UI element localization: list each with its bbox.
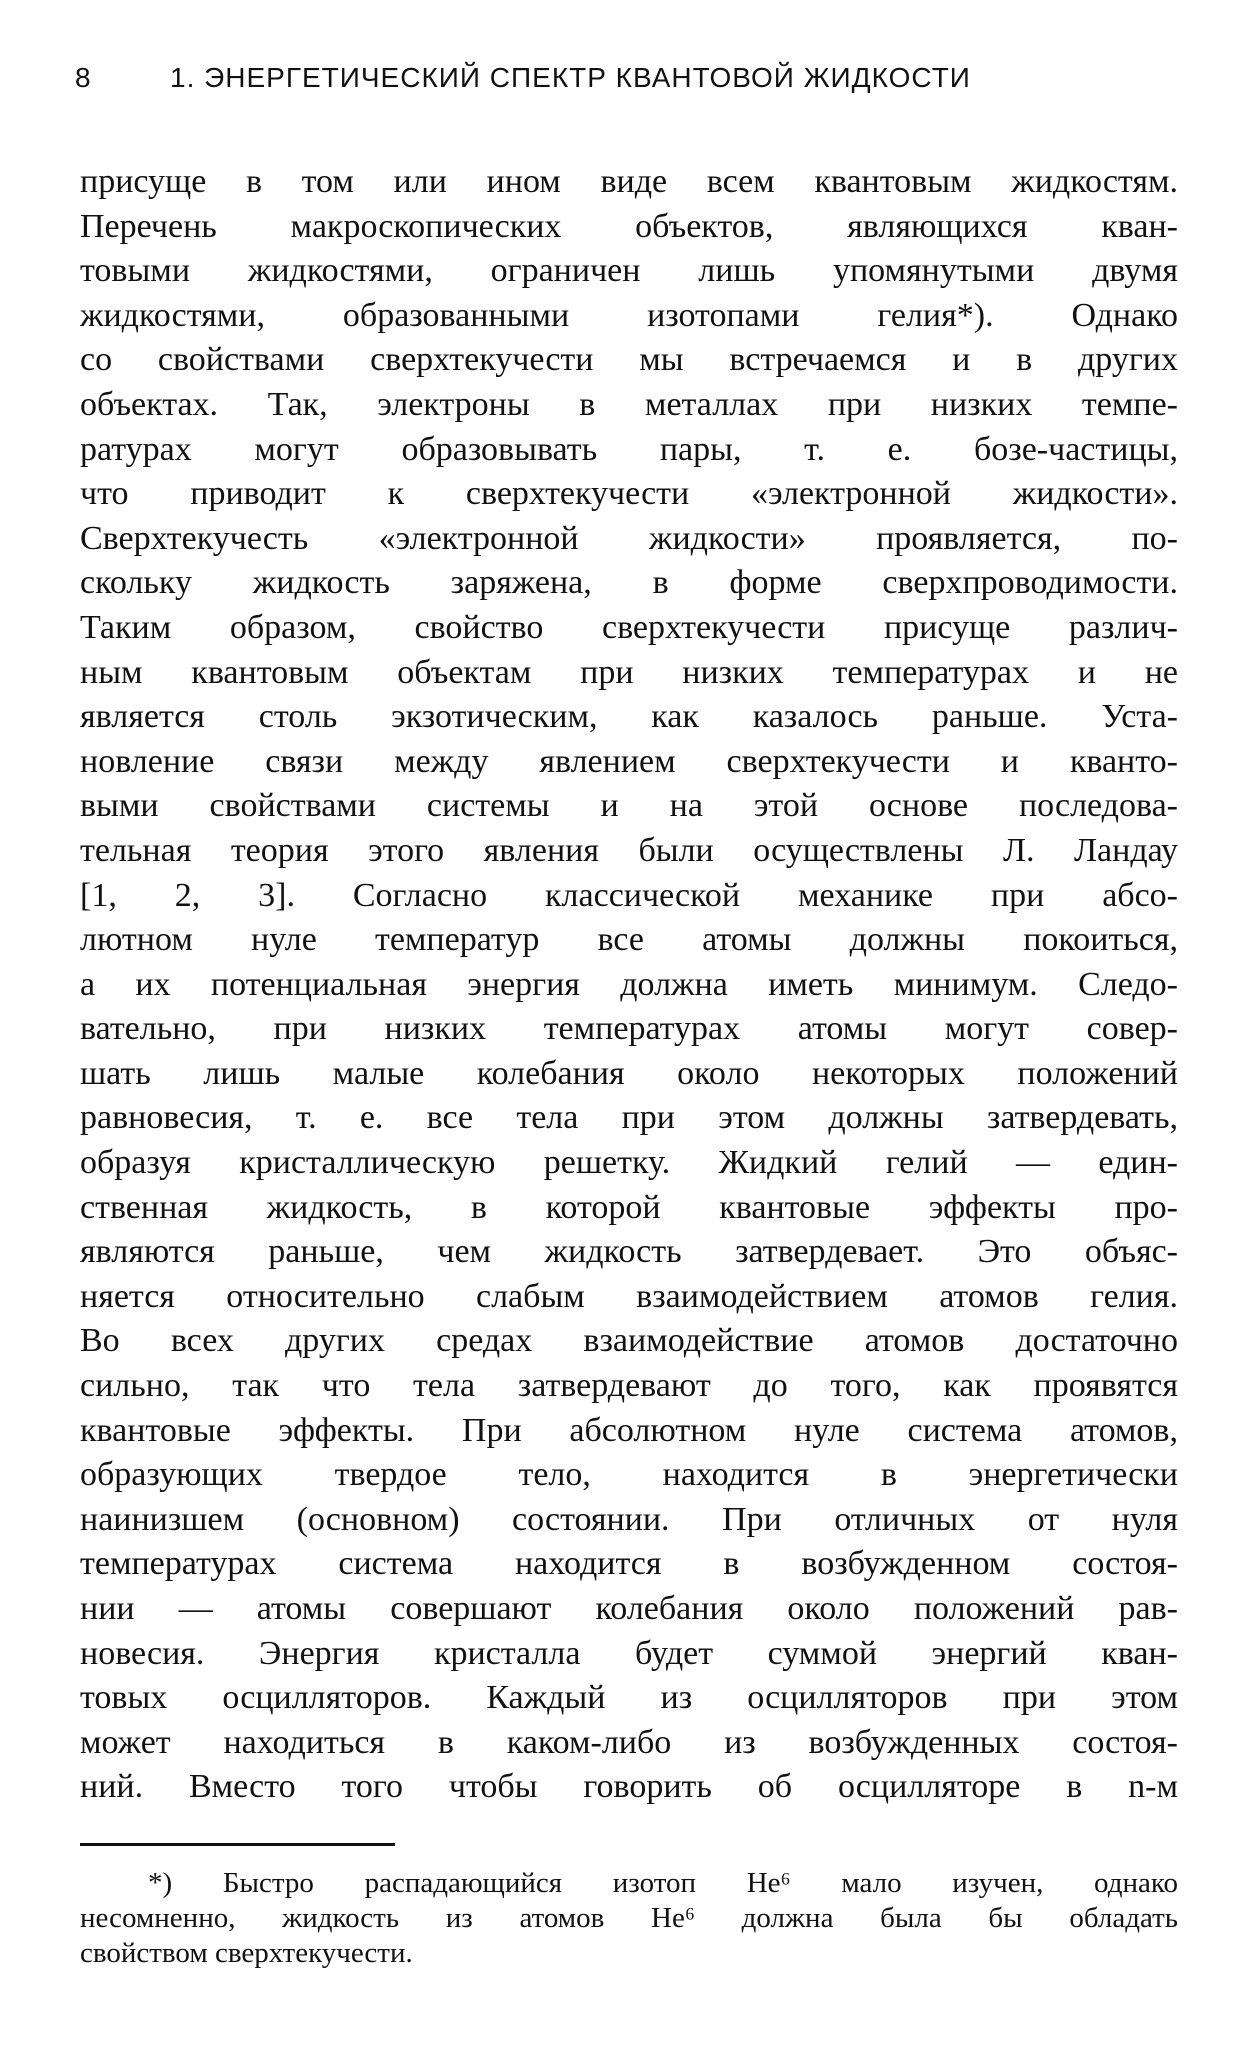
text-line: является столь экзотическим, как казалось раньше. Уста- <box>80 698 1178 736</box>
text-line: лютном нуле температур все атомы должны покоиться, <box>80 921 1178 959</box>
text-line: Сверхтекучесть «электронной жидкости» проявляется, по- <box>80 519 1178 557</box>
text-line: ным квантовым объектам при низких температурах и не <box>80 653 1178 691</box>
text-line: являются раньше, чем жидкость затвердевает. Это объяс- <box>80 1233 1178 1271</box>
text-line: товыми жидкостями, ограничен лишь упомянутыми двумя <box>80 252 1178 290</box>
text-line: температурах система находится в возбужденном состоя- <box>80 1545 1178 1583</box>
text-line: ратурах могут образовывать пары, т. е. бозе-частицы, <box>80 430 1178 468</box>
running-title: 1. ЭНЕРГЕТИЧЕСКИЙ СПЕКТР КВАНТОВОЙ ЖИДКОСТИ <box>170 62 971 93</box>
text-line: тельная теория этого явления были осуществлены Л. Ландау <box>80 831 1178 869</box>
body-text <box>80 160 1178 1810</box>
text-line: присуще в том или ином виде всем квантовым жидкостям. <box>80 163 1178 200</box>
text-line: выми свойствами системы и на этой основе последова- <box>80 787 1178 825</box>
text-line: няется относительно слабым взаимодействием атомов гелия. <box>80 1277 1178 1315</box>
footnote-line: *) Быстро распадающийся изотоп He⁶ мало изучен, однако <box>148 1867 1178 1899</box>
text-line: а их потенциальная энергия должна иметь минимум. Следо- <box>80 965 1178 1003</box>
text-line: наинизшем (основном) состоянии. При отличных от нуля <box>80 1500 1178 1538</box>
text-line: сильно, так что тела затвердевают до того, как проявятся <box>80 1367 1178 1405</box>
text-line: образующих твердое тело, находится в энергетически <box>80 1456 1178 1494</box>
page-number: 8 <box>75 62 92 93</box>
text-line: что приводит к сверхтекучести «электронной жидкости». <box>80 475 1178 513</box>
text-line: Таким образом, свойство сверхтекучести присуще различ- <box>80 608 1178 646</box>
text-line: [1, 2, 3]. Согласно классической механике при абсо- <box>80 876 1178 914</box>
text-line: новление связи между явлением сверхтекучести и кванто- <box>80 742 1178 780</box>
running-header <box>75 62 1085 102</box>
text-line: квантовые эффекты. При абсолютном нуле система атомов, <box>80 1411 1178 1449</box>
text-line: равновесия, т. е. все тела при этом должны затвердевать, <box>80 1099 1178 1137</box>
text-line: ний. Вместо того чтобы говорить об осцилляторе в n-м <box>80 1768 1178 1806</box>
footnote <box>80 1866 1178 1971</box>
text-line: образуя кристаллическую решетку. Жидкий гелий — един- <box>80 1144 1178 1182</box>
text-line: объектах. Так, электроны в металлах при низких темпе- <box>80 385 1178 423</box>
text-line: товых осцилляторов. Каждый из осцилляторов при этом <box>80 1679 1178 1717</box>
text-line: со свойствами сверхтекучести мы встречаемся и в других <box>80 341 1178 379</box>
text-line: жидкостями, образованными изотопами гелия*). Однако <box>80 296 1178 334</box>
footnote-line: несомненно, жидкость из атомов He⁶ должна была бы обладать <box>80 1902 1178 1934</box>
text-line: нии — атомы совершают колебания около положений рав- <box>80 1590 1178 1627</box>
text-line: скольку жидкость заряжена, в форме сверхпроводимости. <box>80 564 1178 602</box>
text-line: Во всех других средах взаимодействие атомов достаточно <box>80 1322 1178 1360</box>
text-line: ственная жидкость, в которой квантовые эффекты про- <box>80 1188 1178 1226</box>
text-line: шать лишь малые колебания около некоторых положений <box>80 1054 1178 1092</box>
text-line: вательно, при низких температурах атомы могут совер- <box>80 1010 1178 1048</box>
text-line: Перечень макроскопических объектов, являющихся кван- <box>80 207 1178 245</box>
text-line: может находиться в каком-либо из возбужденных состоя- <box>80 1723 1178 1761</box>
text-line: новесия. Энергия кристалла будет суммой энергий кван- <box>80 1634 1178 1672</box>
footnote-line: свойством сверхтекучести. <box>80 1937 413 1969</box>
footnote-divider <box>80 1843 395 1846</box>
